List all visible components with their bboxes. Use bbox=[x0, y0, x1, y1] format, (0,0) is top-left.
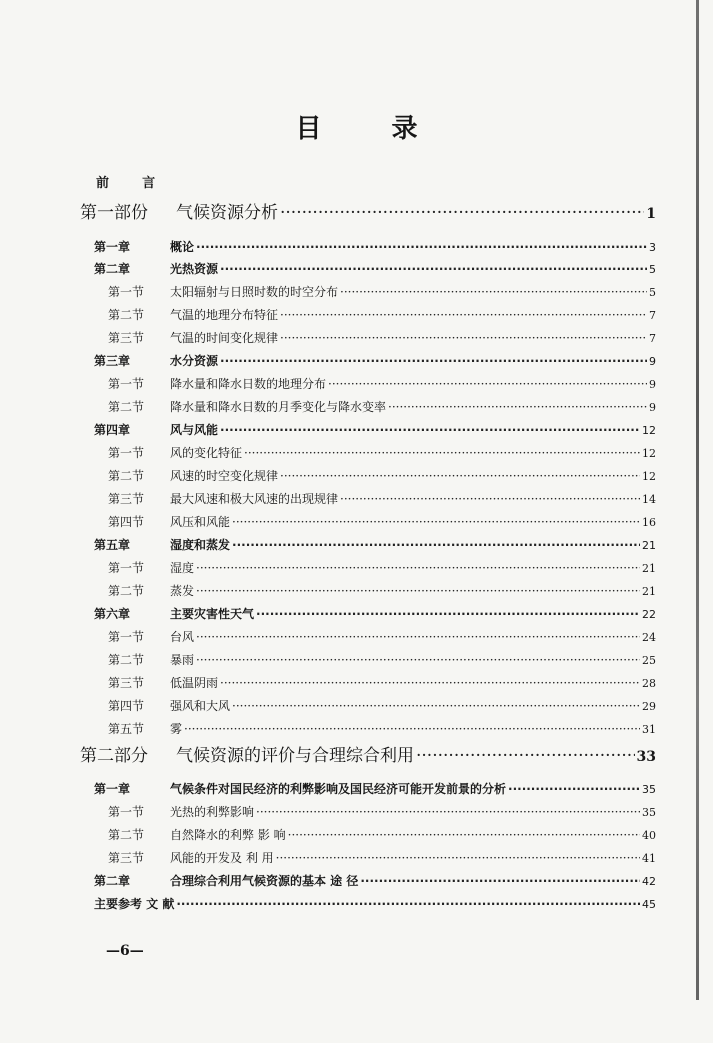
toc-entry-number: 第六章 bbox=[94, 607, 131, 621]
toc-leader-dots bbox=[196, 653, 640, 667]
toc-entry-title: 低温阴雨 bbox=[170, 676, 219, 690]
toc-entry-number: 第二部分 bbox=[80, 746, 148, 766]
toc-entry-page: 33 bbox=[636, 749, 656, 765]
toc-leader-dots bbox=[280, 308, 647, 322]
toc-leader-dots bbox=[220, 423, 640, 437]
toc-entry-number: 第四章 bbox=[94, 423, 131, 437]
toc-leader-dots bbox=[232, 515, 640, 529]
toc-entry-title: 自然降水的利弊 影 响 bbox=[170, 828, 286, 842]
toc-leader-dots bbox=[280, 331, 647, 345]
toc-entry-section[interactable] bbox=[80, 490, 656, 507]
toc-entry-title: 雾 bbox=[170, 722, 183, 736]
toc-title bbox=[0, 108, 713, 145]
toc-entry-chapter[interactable] bbox=[80, 780, 656, 797]
toc-leader-dots bbox=[176, 897, 640, 911]
toc-entry-number: 第一节 bbox=[108, 805, 145, 819]
toc-entry-title: 暴雨 bbox=[170, 653, 195, 667]
toc-entry-number: 第一部份 bbox=[80, 203, 148, 223]
page-number: —6— bbox=[106, 943, 144, 959]
toc-leader-dots bbox=[220, 262, 647, 276]
toc-entry-number: 第三节 bbox=[108, 492, 145, 506]
toc-entry-title: 降水量和降水日数的月季变化与降水变率 bbox=[170, 400, 387, 414]
toc-entry-number: 第一节 bbox=[108, 446, 145, 460]
toc-entry-section[interactable] bbox=[80, 720, 656, 737]
toc-entry-chapter[interactable] bbox=[80, 872, 656, 889]
toc-entry-page: 5 bbox=[649, 286, 656, 299]
toc-entry-title: 水分资源 bbox=[170, 354, 219, 368]
toc-entry-title: 强风和大风 bbox=[170, 699, 231, 713]
toc-entry-section[interactable] bbox=[80, 513, 656, 530]
toc-entry-page: 21 bbox=[642, 585, 656, 598]
toc-entry-number: 第二节 bbox=[108, 400, 145, 414]
preface-char-1: 前 bbox=[96, 176, 110, 191]
toc-entry-number: 第二章 bbox=[94, 874, 131, 888]
toc-entry-page: 12 bbox=[642, 424, 656, 437]
toc-entry-section[interactable] bbox=[80, 559, 656, 576]
toc-entry-page: 24 bbox=[642, 631, 656, 644]
toc-entry-number: 第二节 bbox=[108, 828, 145, 842]
toc-leader-dots bbox=[196, 584, 640, 598]
toc-entry-number: 第三节 bbox=[108, 676, 145, 690]
toc-entry-title: 风速的时空变化规律 bbox=[170, 469, 279, 483]
toc-entry-chapter[interactable] bbox=[80, 352, 656, 369]
toc-leader-dots bbox=[256, 607, 640, 621]
toc-entry-title: 合理综合利用气候资源的基本 途 径 bbox=[170, 874, 359, 888]
toc-leader-dots bbox=[280, 203, 644, 223]
toc-leader-dots bbox=[508, 782, 640, 796]
preface-entry[interactable] bbox=[96, 172, 155, 191]
toc-entry-page: 40 bbox=[642, 829, 656, 842]
toc-title-char-1: 目 bbox=[295, 114, 322, 144]
toc-entry-section[interactable] bbox=[80, 283, 656, 300]
toc-entry-number: 第二章 bbox=[94, 262, 131, 276]
toc-entry-title: 气候资源分析 bbox=[176, 203, 278, 223]
toc-leader-dots bbox=[184, 722, 640, 736]
toc-entry-title: 太阳辐射与日照时数的时空分布 bbox=[170, 285, 339, 299]
toc-entry-section[interactable] bbox=[80, 674, 656, 691]
toc-entry-number: 第二节 bbox=[108, 584, 145, 598]
toc-entry-title: 蒸发 bbox=[170, 584, 195, 598]
toc-leader-dots bbox=[340, 285, 647, 299]
toc-entry-page: 41 bbox=[642, 852, 656, 865]
toc-entry-section[interactable] bbox=[80, 306, 656, 323]
toc-entry-number: 第一节 bbox=[108, 561, 145, 575]
toc-entry-number: 第一节 bbox=[108, 630, 145, 644]
toc-entry-page: 21 bbox=[642, 562, 656, 575]
toc-entry-page: 7 bbox=[649, 309, 656, 322]
toc-entry-section[interactable] bbox=[80, 467, 656, 484]
toc-leader-dots bbox=[276, 851, 640, 865]
toc-entry-section[interactable] bbox=[80, 826, 656, 843]
toc-leader-dots bbox=[280, 469, 640, 483]
toc-leader-dots bbox=[328, 377, 647, 391]
toc-entry-number: 第二节 bbox=[108, 469, 145, 483]
toc-entry-page: 31 bbox=[642, 723, 656, 736]
toc-entry-page: 45 bbox=[642, 898, 656, 911]
toc-entry-title: 风与风能 bbox=[170, 423, 219, 437]
toc-entry-number: 第二节 bbox=[108, 308, 145, 322]
toc-entry-section[interactable] bbox=[80, 651, 656, 668]
toc-title-char-2: 录 bbox=[391, 114, 418, 144]
toc-entry-title: 光热资源 bbox=[170, 262, 219, 276]
toc-entry-title: 气候资源的评价与合理综合利用 bbox=[176, 746, 414, 766]
toc-entry-part[interactable] bbox=[80, 741, 656, 766]
toc-leader-dots bbox=[288, 828, 640, 842]
toc-entry-number: 第三章 bbox=[94, 354, 131, 368]
toc-entry-number: 第一章 bbox=[94, 782, 131, 796]
toc-entry-number: 第五章 bbox=[94, 538, 131, 552]
toc-entry-section[interactable] bbox=[80, 444, 656, 461]
toc-entry-number: 第三节 bbox=[108, 851, 145, 865]
toc-entry-title: 主要灾害性天气 bbox=[170, 607, 255, 621]
toc-entry-section[interactable] bbox=[80, 803, 656, 820]
toc-leader-dots bbox=[340, 492, 640, 506]
toc-entry-section[interactable] bbox=[80, 375, 656, 392]
toc-leader-dots bbox=[232, 538, 640, 552]
toc-entry-number: 第二节 bbox=[108, 653, 145, 667]
toc-entry-page: 9 bbox=[649, 355, 656, 368]
toc-entry-title: 气温的地理分布特征 bbox=[170, 308, 279, 322]
toc-entry-part[interactable] bbox=[80, 198, 656, 223]
toc-entry-page: 21 bbox=[642, 539, 656, 552]
toc-entry-page: 7 bbox=[649, 332, 656, 345]
toc-entry-title: 风压和风能 bbox=[170, 515, 231, 529]
toc-entry-chapter[interactable] bbox=[80, 536, 656, 553]
toc-entry-number: 第一章 bbox=[94, 240, 131, 254]
toc-entry-page: 42 bbox=[642, 875, 656, 888]
toc-entry-page: 28 bbox=[642, 677, 656, 690]
title-gap bbox=[322, 108, 392, 145]
toc-entry-section[interactable] bbox=[80, 697, 656, 714]
toc-entry-title: 主要参考 文 献 bbox=[94, 897, 175, 911]
toc-entry-chapter[interactable] bbox=[80, 605, 656, 622]
toc-leader-dots bbox=[388, 400, 647, 414]
toc-entry-title: 湿度 bbox=[170, 561, 195, 575]
toc-entry-section[interactable] bbox=[80, 628, 656, 645]
toc-entry-title: 气候条件对国民经济的利弊影响及国民经济可能开发前景的分析 bbox=[170, 782, 507, 796]
toc-leader-dots bbox=[256, 805, 640, 819]
toc-leader-dots bbox=[360, 874, 640, 888]
toc-entry-title: 光热的利弊影响 bbox=[170, 805, 255, 819]
toc-leader-dots bbox=[196, 240, 647, 254]
toc-entry-title: 台风 bbox=[170, 630, 195, 644]
toc-entry-section[interactable] bbox=[80, 329, 656, 346]
page-edge-shadow bbox=[696, 0, 699, 1000]
toc-entry-title: 降水量和降水日数的地理分布 bbox=[170, 377, 327, 391]
toc-leader-dots bbox=[244, 446, 640, 460]
toc-entry-page: 25 bbox=[642, 654, 656, 667]
toc-entry-plain[interactable] bbox=[80, 895, 656, 912]
toc-entry-page: 35 bbox=[642, 783, 656, 796]
preface-char-2: 言 bbox=[142, 176, 156, 191]
toc-entry-page: 22 bbox=[642, 608, 656, 621]
toc-entry-page: 12 bbox=[642, 470, 656, 483]
toc-entry-page: 9 bbox=[649, 401, 656, 414]
toc-entry-title: 风能的开发及 利 用 bbox=[170, 851, 274, 865]
toc-entry-page: 16 bbox=[642, 516, 656, 529]
toc-entry-title: 湿度和蒸发 bbox=[170, 538, 231, 552]
toc-entry-number: 第一节 bbox=[108, 377, 145, 391]
toc-entry-page: 1 bbox=[646, 206, 656, 222]
toc-leader-dots bbox=[220, 354, 647, 368]
toc-entry-chapter[interactable] bbox=[80, 421, 656, 438]
toc-leader-dots bbox=[196, 561, 640, 575]
toc-entry-number: 第三节 bbox=[108, 331, 145, 345]
toc-entry-section[interactable] bbox=[80, 398, 656, 415]
toc-entry-page: 29 bbox=[642, 700, 656, 713]
toc-leader-dots bbox=[196, 630, 640, 644]
toc-entry-title: 风的变化特征 bbox=[170, 446, 243, 460]
toc-entry-number: 第一节 bbox=[108, 285, 145, 299]
toc-entry-number: 第四节 bbox=[108, 699, 145, 713]
toc-entry-page: 9 bbox=[649, 378, 656, 391]
toc-entry-page: 14 bbox=[642, 493, 656, 506]
toc-entry-page: 3 bbox=[649, 241, 656, 254]
toc-entry-title: 最大风速和极大风速的出现规律 bbox=[170, 492, 339, 506]
toc-entry-section[interactable] bbox=[80, 849, 656, 866]
toc-entry-title: 概论 bbox=[170, 240, 195, 254]
toc-entry-number: 第四节 bbox=[108, 515, 145, 529]
toc-entry-section[interactable] bbox=[80, 582, 656, 599]
toc-entry-page: 5 bbox=[649, 263, 656, 276]
toc-entry-chapter[interactable] bbox=[80, 260, 656, 277]
toc-entry-page: 12 bbox=[642, 447, 656, 460]
toc-leader-dots bbox=[416, 746, 635, 766]
toc-entry-title: 气温的时间变化规律 bbox=[170, 331, 279, 345]
toc-entry-number: 第五节 bbox=[108, 722, 145, 736]
toc-leader-dots bbox=[220, 676, 640, 690]
toc-leader-dots bbox=[232, 699, 640, 713]
toc-entry-chapter[interactable] bbox=[80, 238, 656, 255]
toc-entry-page: 35 bbox=[642, 806, 656, 819]
